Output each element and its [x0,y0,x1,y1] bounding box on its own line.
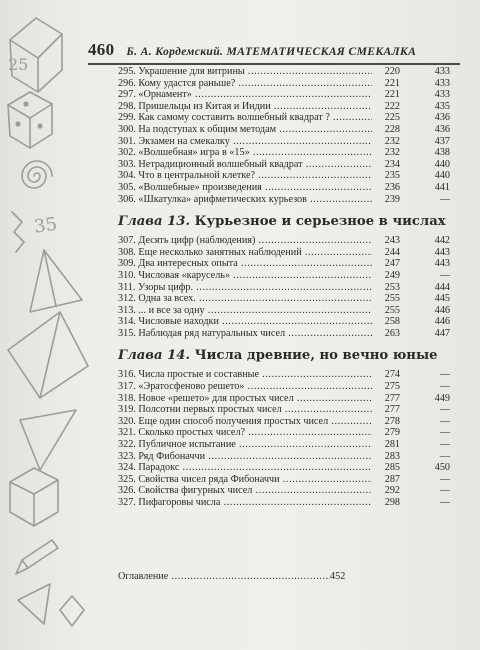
toc-entry-title: 316. Числа простые и составные ..... [118,369,372,381]
toc-entry-page: 249 [384,269,400,281]
doodle-number-top: 25 [8,55,29,74]
chapter-title: Курьезное и серьезное в числах [194,214,446,230]
toc-entry-page: 277 [384,404,400,416]
toc-entry-title: 321. Сколько простых чисел? ..... [118,427,372,439]
toc-entry[interactable] [118,305,458,317]
toc-entry-title: 314. Числовые находки ..... [118,316,372,328]
toc-entry-title: 315. Наблюдая ряд натуральных чисел ..... [118,328,372,340]
toc-entry-page: 298 [384,497,400,508]
toc-entry-page: 220 [384,66,400,77]
toc-entry-answer-page: — [439,369,450,381]
toc-entry-answer-page: — [439,427,450,439]
toc-entry-answer-page: — [439,485,450,497]
toc-entry-answer-page: 438 [434,147,450,159]
toc-entry-page: 234 [384,158,400,170]
toc-entry-answer-page: — [439,439,450,451]
toc-entry-answer-page: 436 [434,112,450,124]
chapter-label: Глава 13. [118,214,191,230]
toc-entry-page: 278 [384,415,400,427]
toc-entry[interactable] [118,78,458,90]
toc-entry-title: 312. Одна за всех. ..... [118,293,372,305]
toc-entry[interactable] [118,427,458,439]
toc-entry-page: 274 [384,369,400,381]
toc-entry-answer-page: — [439,450,450,462]
toc-entry-answer-page: 440 [434,170,450,182]
toc-entry[interactable] [118,474,458,486]
toc-entry[interactable] [118,235,458,247]
toc-entry[interactable] [118,369,458,381]
toc-entry[interactable] [118,381,458,393]
doodle-number-mid: 35 [32,213,59,238]
toc-entry-answer-page: 445 [434,293,450,305]
pencil-doodle-icon [16,540,58,574]
toc-entry-answer-page: 443 [434,258,450,270]
toc-entry[interactable] [118,485,458,497]
toc-entry-title: 308. Еще несколько занятных наблюдений ..... [118,247,372,259]
chapter-title: Числа древние, но вечно юные [194,348,438,364]
toc-entry-title: 317. «Эратосфеново решето» ..... [118,381,372,393]
toc-entry-page: 221 [384,77,400,89]
toc-entry-page: 232 [384,147,400,159]
toc-footer-page: 452 [330,571,346,582]
toc-entry-page: 228 [384,123,400,135]
toc-entry-page: 235 [384,170,400,182]
toc-entry-answer-page: 447 [434,327,450,339]
toc-entry-page: 239 [384,193,400,205]
diamond-doodle-icon [60,596,84,626]
toc-entry-answer-page: — [439,415,450,427]
toc-entry-title: 298. Пришельцы из Китая и Индии ..... [118,101,372,113]
toc-entry-page: 287 [384,473,400,485]
toc-entry-page: 279 [384,427,400,439]
toc-entry[interactable] [118,404,458,416]
toc-entry-answer-page: — [439,404,450,416]
toc-entry-answer-page: 433 [434,66,450,77]
toc-entry-answer-page: — [439,497,450,508]
toc-entry[interactable] [118,247,458,259]
toc-entry[interactable] [118,451,458,463]
toc-entry[interactable] [118,136,458,148]
toc-entry[interactable] [118,497,458,509]
toc-entry-answer-page: — [439,381,450,393]
toc-entry-title: 318. Новое «решето» для простых чисел ..... [118,393,372,405]
right-triangle-doodle-icon [20,410,76,470]
page-number: 460 [88,40,115,59]
toc-entry[interactable] [118,393,458,405]
toc-entry-title: 301. Экзамен на смекалку ..... [118,136,372,148]
toc-entry-title: 311. Узоры цифр. ..... [118,282,372,294]
zigzag-doodle-icon [12,212,24,252]
toc-entry[interactable] [118,270,458,282]
toc-entry-answer-page: 444 [434,281,450,293]
toc-entry[interactable] [118,124,458,136]
toc-entry[interactable] [118,159,458,171]
toc-entry-answer-page: 442 [434,235,450,247]
toc-group [118,66,458,205]
toc-entry-page: 243 [384,235,400,247]
toc-entry[interactable] [118,101,458,113]
toc-entry-page: 277 [384,392,400,404]
toc-entry[interactable] [118,416,458,428]
toc-entry-answer-page: 441 [434,181,450,193]
toc-entry-page: 255 [384,304,400,316]
toc-entry[interactable] [118,112,458,124]
toc-entry-title: 324. Парадокс ..... [118,462,372,474]
toc-entry-answer-page: 433 [434,77,450,89]
toc-entry[interactable] [118,147,458,159]
toc-entry[interactable] [118,328,458,340]
toc-entry-title: 326. Свойства фигурных чисел ..... [118,485,372,497]
toc-entry-title: 302. «Волшебная» игра в «15» ..... [118,147,372,159]
header-rule [88,63,460,65]
cube-lower-doodle-icon [10,468,58,526]
small-triangle-doodle-icon [18,584,50,624]
toc-entry-page: 236 [384,181,400,193]
toc-group [118,205,458,339]
toc-entry-page: 225 [384,112,400,124]
running-title: Б. А. Кордемский. МАТЕМАТИЧЕСКАЯ СМЕКАЛКА [126,45,417,58]
toc-entry-title: 295. Украшение для витрины ..... [118,66,372,78]
toc-entry-page: 292 [384,485,400,497]
toc-entry-answer-page: 449 [434,392,450,404]
toc-entry-answer-page: 446 [434,316,450,328]
toc-entry[interactable] [118,316,458,328]
toc-entry-answer-page: 436 [434,123,450,135]
toc-entry-title: 299. Как самому составить волшебный квадрат ? ..... [118,112,372,124]
toc-entry[interactable] [118,66,458,78]
toc-entry-title: 327. Пифагоровы числа ..... [118,497,372,509]
triangle-doodle-icon [8,312,88,398]
toc-entry-title: 300. На подступах к общим методам ..... [118,124,372,136]
toc-entry-title: 320. Еще один способ получения простых чисел ..... [118,416,372,428]
toc-entry-page: 283 [384,450,400,462]
toc-entry-title: 309. Два интересных опыта ..... [118,258,372,270]
spiral-doodle-icon [22,161,52,188]
toc-entry-page: 275 [384,381,400,393]
toc-entry[interactable] [118,282,458,294]
toc-entry-title: 303. Нетрадиционный волшебный квадрат ..... [118,159,372,171]
toc-entry-page: 255 [384,293,400,305]
toc-entry-title: 304. Что в центральной клетке? ..... [118,170,372,182]
toc-entry-answer-page: 433 [434,89,450,101]
toc-entry-title: 322. Публичное испытание ..... [118,439,372,451]
toc-entry[interactable] [118,170,458,182]
toc-footer-entry[interactable] [118,571,418,583]
toc-entry-page: 221 [384,89,400,101]
toc-entry-page: 281 [384,439,400,451]
toc-entry-title: 313. ... и все за одну ..... [118,305,372,317]
toc-entry[interactable] [118,194,458,206]
toc-entry-title: 307. Десять цифр (наблюдения) ..... [118,235,372,247]
toc-entry[interactable] [118,89,458,101]
toc-footer-title: Оглавление ..... [118,571,330,583]
chapter-heading [118,205,458,235]
toc-entry-page: 232 [384,135,400,147]
toc-entry-title: 323. Ряд Фибоначчи ..... [118,451,372,463]
toc-entry-page: 253 [384,281,400,293]
toc-entry-answer-page: 446 [434,304,450,316]
chapter-heading [118,339,458,369]
toc-entry-page: 258 [384,316,400,328]
toc-entry-title: 319. Полсотни первых простых чисел ..... [118,404,372,416]
toc-entry[interactable] [118,462,458,474]
toc-entry-title: 306. «Шкатулка» арифметических курьезов ..... [118,194,372,206]
toc-entry-answer-page: — [439,193,450,205]
toc-entry-answer-page: 450 [434,462,450,474]
pyramid-doodle-icon [30,250,82,312]
toc-entry[interactable] [118,293,458,305]
toc-group [118,339,458,508]
toc-entry-title: 296. Кому удастся раньше? ..... [118,78,372,90]
toc-entry-answer-page: 435 [434,100,450,112]
margin-doodles [0,0,92,650]
toc-entry-page: 263 [384,327,400,339]
die-doodle-icon [8,92,52,148]
toc-entry-page: 222 [384,100,400,112]
toc-entry-page: 244 [384,246,400,258]
toc-entry-page: 285 [384,462,400,474]
toc-entry-page: 247 [384,258,400,270]
table-of-contents [118,66,458,509]
toc-entry-title: 305. «Волшебные» произведения ..... [118,182,372,194]
toc-entry-answer-page: 443 [434,246,450,258]
toc-entry-title: 310. Числовая «карусель» ..... [118,270,372,282]
toc-entry[interactable] [118,182,458,194]
toc-entry-answer-page: — [439,473,450,485]
toc-entry-title: 325. Свойства чисел ряда Фибоначчи ..... [118,474,372,486]
chapter-label: Глава 14. [118,348,191,364]
toc-entry-title: 297. «Орнамент» ..... [118,89,372,101]
toc-entry-answer-page: 437 [434,135,450,147]
toc-entry[interactable] [118,439,458,451]
toc-entry-answer-page: — [439,269,450,281]
toc-entry[interactable] [118,258,458,270]
toc-entry-answer-page: 440 [434,158,450,170]
page-header [88,40,460,64]
